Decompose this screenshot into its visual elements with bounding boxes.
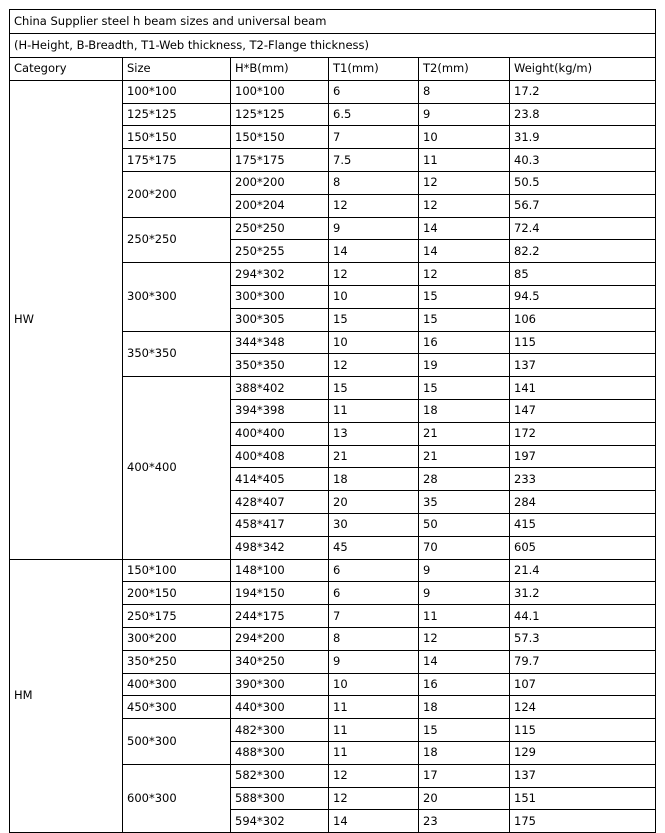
t1-cell: 12 xyxy=(329,194,419,217)
size-cell: 250*250 xyxy=(123,217,231,263)
t2-cell: 9 xyxy=(419,103,510,126)
t2-cell: 14 xyxy=(419,650,510,673)
title-row xyxy=(10,10,656,34)
t1-cell: 7.5 xyxy=(329,149,419,172)
column-header-category: Category xyxy=(10,58,123,81)
weight-cell: 82.2 xyxy=(510,240,656,263)
t1-cell: 7 xyxy=(329,605,419,628)
hb-cell: 148*100 xyxy=(231,559,329,582)
t1-cell: 6 xyxy=(329,582,419,605)
t1-cell: 18 xyxy=(329,468,419,491)
size-cell: 450*300 xyxy=(123,696,231,719)
hb-cell: 244*175 xyxy=(231,605,329,628)
t1-cell: 21 xyxy=(329,445,419,468)
t2-cell: 70 xyxy=(419,536,510,559)
size-cell: 200*150 xyxy=(123,582,231,605)
hb-cell: 498*342 xyxy=(231,536,329,559)
weight-cell: 56.7 xyxy=(510,194,656,217)
weight-cell: 21.4 xyxy=(510,559,656,582)
hb-cell: 488*300 xyxy=(231,741,329,764)
t2-cell: 9 xyxy=(419,559,510,582)
weight-cell: 124 xyxy=(510,696,656,719)
weight-cell: 31.2 xyxy=(510,582,656,605)
table-title: China Supplier steel h beam sizes and universal beam xyxy=(10,10,656,34)
weight-cell: 137 xyxy=(510,764,656,787)
size-cell: 150*100 xyxy=(123,559,231,582)
t1-cell: 13 xyxy=(329,422,419,445)
beam-size-table xyxy=(9,9,656,833)
hb-cell: 300*300 xyxy=(231,285,329,308)
weight-cell: 175 xyxy=(510,810,656,833)
t2-cell: 8 xyxy=(419,80,510,103)
hb-cell: 100*100 xyxy=(231,80,329,103)
size-cell: 400*300 xyxy=(123,673,231,696)
table-row xyxy=(10,559,656,582)
t2-cell: 12 xyxy=(419,171,510,194)
weight-cell: 72.4 xyxy=(510,217,656,240)
weight-cell: 94.5 xyxy=(510,285,656,308)
size-cell: 150*150 xyxy=(123,126,231,149)
hb-cell: 150*150 xyxy=(231,126,329,149)
t1-cell: 8 xyxy=(329,627,419,650)
weight-cell: 40.3 xyxy=(510,149,656,172)
t2-cell: 10 xyxy=(419,126,510,149)
t1-cell: 6 xyxy=(329,80,419,103)
t2-cell: 18 xyxy=(419,399,510,422)
t2-cell: 12 xyxy=(419,627,510,650)
table-row xyxy=(10,80,656,103)
t2-cell: 15 xyxy=(419,308,510,331)
hb-cell: 414*405 xyxy=(231,468,329,491)
weight-cell: 197 xyxy=(510,445,656,468)
t2-cell: 15 xyxy=(419,377,510,400)
weight-cell: 115 xyxy=(510,719,656,742)
hb-cell: 588*300 xyxy=(231,787,329,810)
hb-cell: 400*408 xyxy=(231,445,329,468)
weight-cell: 284 xyxy=(510,491,656,514)
t1-cell: 10 xyxy=(329,673,419,696)
column-header-t2: T2(mm) xyxy=(419,58,510,81)
weight-cell: 172 xyxy=(510,422,656,445)
size-cell: 100*100 xyxy=(123,80,231,103)
size-cell: 250*175 xyxy=(123,605,231,628)
hb-cell: 200*204 xyxy=(231,194,329,217)
hb-cell: 250*255 xyxy=(231,240,329,263)
weight-cell: 17.2 xyxy=(510,80,656,103)
weight-cell: 31.9 xyxy=(510,126,656,149)
t2-cell: 18 xyxy=(419,741,510,764)
weight-cell: 107 xyxy=(510,673,656,696)
t1-cell: 14 xyxy=(329,810,419,833)
t2-cell: 23 xyxy=(419,810,510,833)
t1-cell: 20 xyxy=(329,491,419,514)
t1-cell: 12 xyxy=(329,764,419,787)
size-cell: 600*300 xyxy=(123,764,231,832)
t2-cell: 21 xyxy=(419,445,510,468)
t1-cell: 7 xyxy=(329,126,419,149)
hb-cell: 482*300 xyxy=(231,719,329,742)
weight-cell: 50.5 xyxy=(510,171,656,194)
weight-cell: 85 xyxy=(510,263,656,286)
size-cell: 200*200 xyxy=(123,171,231,217)
t2-cell: 50 xyxy=(419,513,510,536)
hb-cell: 175*175 xyxy=(231,149,329,172)
hb-cell: 394*398 xyxy=(231,399,329,422)
t2-cell: 15 xyxy=(419,285,510,308)
t1-cell: 14 xyxy=(329,240,419,263)
weight-cell: 23.8 xyxy=(510,103,656,126)
weight-cell: 44.1 xyxy=(510,605,656,628)
t2-cell: 28 xyxy=(419,468,510,491)
t2-cell: 15 xyxy=(419,719,510,742)
column-header-size: Size xyxy=(123,58,231,81)
hb-cell: 400*400 xyxy=(231,422,329,445)
weight-cell: 233 xyxy=(510,468,656,491)
t2-cell: 12 xyxy=(419,194,510,217)
size-cell: 300*200 xyxy=(123,627,231,650)
hb-cell: 250*250 xyxy=(231,217,329,240)
hb-cell: 350*350 xyxy=(231,354,329,377)
t2-cell: 18 xyxy=(419,696,510,719)
t2-cell: 21 xyxy=(419,422,510,445)
hb-cell: 194*150 xyxy=(231,582,329,605)
t1-cell: 15 xyxy=(329,308,419,331)
column-header-hb: H*B(mm) xyxy=(231,58,329,81)
t1-cell: 12 xyxy=(329,354,419,377)
t1-cell: 8 xyxy=(329,171,419,194)
t1-cell: 12 xyxy=(329,263,419,286)
table-body xyxy=(10,10,656,833)
t2-cell: 14 xyxy=(419,217,510,240)
size-cell: 350*350 xyxy=(123,331,231,377)
t1-cell: 12 xyxy=(329,787,419,810)
weight-cell: 137 xyxy=(510,354,656,377)
hb-cell: 200*200 xyxy=(231,171,329,194)
hb-cell: 294*200 xyxy=(231,627,329,650)
weight-cell: 151 xyxy=(510,787,656,810)
weight-cell: 79.7 xyxy=(510,650,656,673)
hb-cell: 344*348 xyxy=(231,331,329,354)
t1-cell: 9 xyxy=(329,217,419,240)
hb-cell: 125*125 xyxy=(231,103,329,126)
weight-cell: 129 xyxy=(510,741,656,764)
t1-cell: 15 xyxy=(329,377,419,400)
t2-cell: 17 xyxy=(419,764,510,787)
weight-cell: 415 xyxy=(510,513,656,536)
t1-cell: 11 xyxy=(329,399,419,422)
t2-cell: 14 xyxy=(419,240,510,263)
t1-cell: 45 xyxy=(329,536,419,559)
size-cell: 500*300 xyxy=(123,719,231,765)
t2-cell: 12 xyxy=(419,263,510,286)
column-header-t1: T1(mm) xyxy=(329,58,419,81)
subtitle-row xyxy=(10,34,656,58)
weight-cell: 106 xyxy=(510,308,656,331)
hb-cell: 594*302 xyxy=(231,810,329,833)
t2-cell: 11 xyxy=(419,605,510,628)
weight-cell: 57.3 xyxy=(510,627,656,650)
t1-cell: 30 xyxy=(329,513,419,536)
t2-cell: 19 xyxy=(419,354,510,377)
size-cell: 400*400 xyxy=(123,377,231,559)
hb-cell: 428*407 xyxy=(231,491,329,514)
t2-cell: 16 xyxy=(419,673,510,696)
category-cell: HW xyxy=(10,80,123,559)
t2-cell: 16 xyxy=(419,331,510,354)
size-cell: 350*250 xyxy=(123,650,231,673)
hb-cell: 390*300 xyxy=(231,673,329,696)
weight-cell: 115 xyxy=(510,331,656,354)
t1-cell: 10 xyxy=(329,285,419,308)
header-row xyxy=(10,58,656,81)
t1-cell: 10 xyxy=(329,331,419,354)
hb-cell: 340*250 xyxy=(231,650,329,673)
t2-cell: 20 xyxy=(419,787,510,810)
t1-cell: 6 xyxy=(329,559,419,582)
size-cell: 300*300 xyxy=(123,263,231,331)
weight-cell: 141 xyxy=(510,377,656,400)
hb-cell: 458*417 xyxy=(231,513,329,536)
t1-cell: 6.5 xyxy=(329,103,419,126)
table-subtitle: (H-Height, B-Breadth, T1-Web thickness, T2-Flange thickness) xyxy=(10,34,656,58)
weight-cell: 147 xyxy=(510,399,656,422)
weight-cell: 605 xyxy=(510,536,656,559)
t2-cell: 35 xyxy=(419,491,510,514)
size-cell: 125*125 xyxy=(123,103,231,126)
hb-cell: 388*402 xyxy=(231,377,329,400)
t2-cell: 9 xyxy=(419,582,510,605)
t1-cell: 11 xyxy=(329,741,419,764)
t1-cell: 9 xyxy=(329,650,419,673)
t1-cell: 11 xyxy=(329,719,419,742)
t1-cell: 11 xyxy=(329,696,419,719)
hb-cell: 294*302 xyxy=(231,263,329,286)
hb-cell: 300*305 xyxy=(231,308,329,331)
category-cell: HM xyxy=(10,559,123,833)
t2-cell: 11 xyxy=(419,149,510,172)
column-header-weight: Weight(kg/m) xyxy=(510,58,656,81)
size-cell: 175*175 xyxy=(123,149,231,172)
hb-cell: 440*300 xyxy=(231,696,329,719)
hb-cell: 582*300 xyxy=(231,764,329,787)
